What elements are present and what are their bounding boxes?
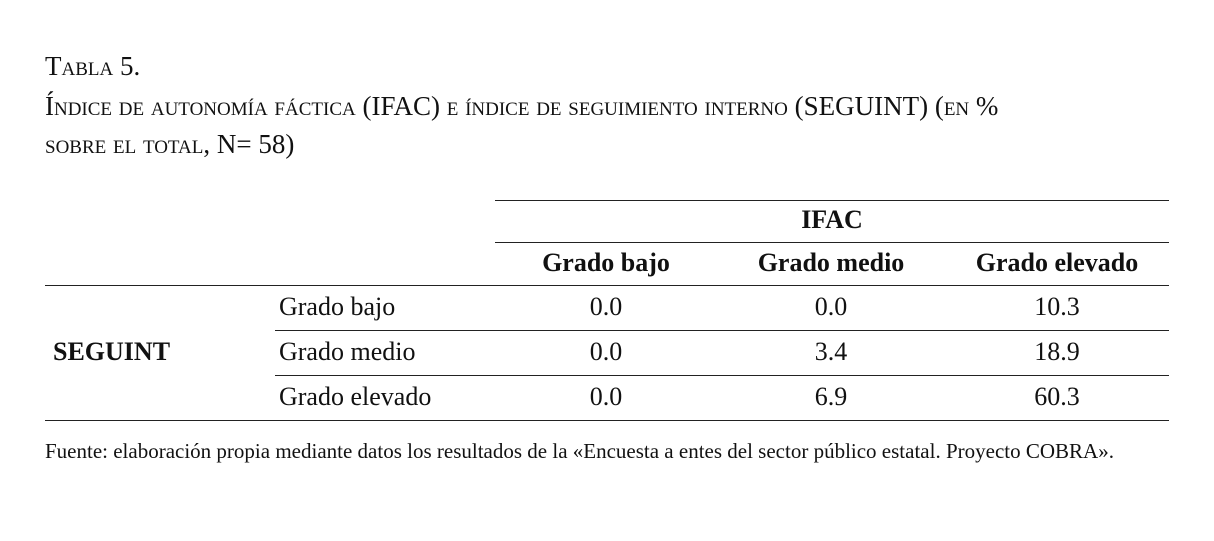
table-cell: 18.9 (1034, 337, 1080, 366)
column-group-header: IFAC (801, 205, 863, 234)
table-cell: 0.0 (589, 382, 623, 411)
rule-top (495, 200, 1169, 201)
table-cell: 0.0 (589, 337, 623, 366)
table-title-line-2: sobre el total, N= 58) (45, 129, 295, 159)
table-number: Tabla 5. (45, 51, 141, 81)
row-label-grado-medio: Grado medio (279, 337, 416, 366)
table-cell: 10.3 (1034, 292, 1080, 321)
rule-row-1 (275, 330, 1169, 331)
source-note: Fuente: elaboración propia mediante datos los resultados de la «Encuesta a entes del sector público estatal. Proyecto COBRA». (45, 439, 1114, 463)
rule-group (495, 242, 1169, 243)
rule-bottom (45, 420, 1169, 421)
rule-row-2 (275, 375, 1169, 376)
row-label-grado-bajo: Grado bajo (279, 292, 396, 321)
row-label-grado-elevado: Grado elevado (279, 382, 432, 411)
table-cell: 6.9 (814, 382, 848, 411)
column-header-grado-bajo: Grado bajo (542, 248, 670, 277)
table-cell: 60.3 (1034, 382, 1080, 411)
column-header-grado-medio: Grado medio (757, 248, 905, 277)
table-cell: 0.0 (589, 292, 623, 321)
data-table (45, 200, 1169, 422)
rule-header (45, 285, 1169, 286)
column-header-grado-elevado: Grado elevado (975, 248, 1139, 277)
row-group-header: SEGUINT (53, 337, 171, 366)
table-title-line-1: Índice de autonomía fáctica (IFAC) e índice de seguimiento interno (SEGUINT) (en % (45, 91, 999, 121)
table-cell: 0.0 (814, 292, 848, 321)
table-cell: 3.4 (814, 337, 848, 366)
